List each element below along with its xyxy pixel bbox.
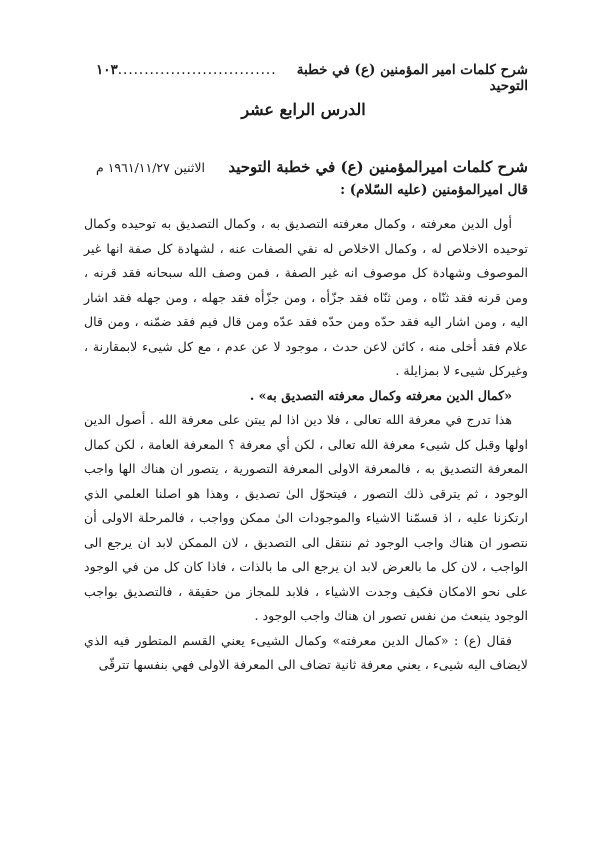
paragraph-explanation: هذا تدرج في معرفة الله تعالى ، فلا دين اذا لم يبتن على معرفة الله . أصول الدين اولها وقبل كل شيىء معرفة الله تعالى ، لكن أي معرفة ؟ المعرفة العامة ، لكن كمال المعرفة التصديق به ، فالمعرفة الاولى المعرفة التصورية ، يتصور ان هناك الها واجب الوجود ، ثم يترقى ذلك التصور ، فيتحوّل الىٰ تصديق ، وهذا هو اصلنا العلمي الذي ارتكزنا عليه ، اذ قسمّنا الاشياء والموجودات الىٰ ممكن وواجب ، فالمرحلة الاولى أن نتصور ان هناك واجب الوجود ثم ننتقل الى التصديق ، لان الممكن لابد ان يرجع الى الواجب ، لان كل ما بالعرض لابد ان يرجع الى ما بالذات ، فاذا كان كل من في الوجود على نحو الامكان فكيف وجدت الاشياء ، فلابد للمجاز من حقيقة ، فالتصديق بواجب الوجود ينبعث من نفس تصور ان هناك واجب الوجود .	[84, 412, 528, 623]
paragraph-quote-line: «كمال الدين معرفته وكمال معرفته التصديق به» .	[249, 387, 512, 403]
subheading-topic: شرح كلمات اميرالمؤمنين (ع) في خطبة التوحيد	[228, 158, 528, 176]
lesson-title: الدرس الرابع عشر	[241, 100, 366, 119]
page-number: ١٠٣	[96, 62, 118, 78]
subheading	[96, 158, 528, 176]
paragraph-sermon-quote: أول الدين معرفته ، وكمال معرفته التصديق به ، وكمال التصديق به توحيده وكمال توحيده الاخلاص له ، وكمال الاخلاص له نفي الصفات عنه ، لشهادة كل صفة انها غير الموصوف وشهادة كل موصوف انه غير الصفة ، فمن وصف الله سبحانه فقد قرنه ، ومن قرنه فقد ثنّاه ، ومن ثنّاه فقد جزّأه ، ومن جزّأه فقد جهله ، ومن جهله فقد اشار اليه ، ومن اشار اليه فقد حدّه ومن حدّه فقد عدّه ومن قال فيم فقد ضمّنه ، ومن قال علام فقد أخلى منه ، كائن لاعن حدث ، موجود لا عن عدم ، مع كل شيىء لابمقارنة ، وغيركل شيىء لا بمزايلة .	[84, 216, 528, 378]
said-line: قال اميرالمؤمنين (عليه السّلام) :	[340, 182, 528, 198]
body-text	[84, 212, 528, 678]
paragraph-continuation: فقال (ع) : «كمال الدين معرفته» وكمال الشيىء يعني القسم المتطور فيه الذي لايضاف اليه شيىء ، يعني معرفة ثانية تضاف الى المعرفة الاولى فهي بنفسها تترقّى	[84, 632, 528, 672]
header-leader-dots: ..............................	[117, 62, 277, 78]
subheading-date: الاثنين ١٩٦١/١١/٢٧ م	[96, 160, 205, 175]
running-title: شرح كلمات امير المؤمنين (ع) في خطبة التوحيد	[296, 62, 528, 94]
running-header	[96, 62, 528, 94]
